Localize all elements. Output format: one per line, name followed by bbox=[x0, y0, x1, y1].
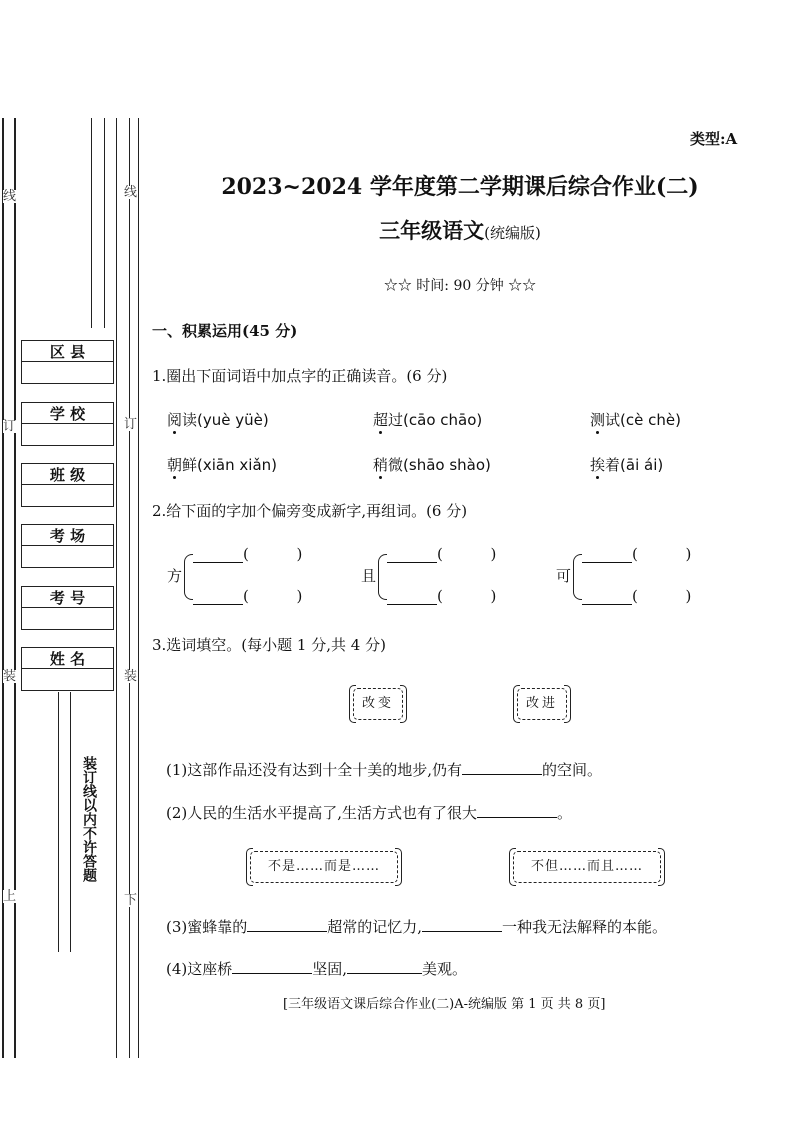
answer-blank[interactable] bbox=[193, 546, 243, 563]
sentence-text: (1)这部作品还没有达到十全十美的地步,仍有 bbox=[166, 761, 463, 779]
answer-blank[interactable] bbox=[347, 959, 422, 974]
answer-blank[interactable] bbox=[387, 588, 437, 605]
answer-blank[interactable] bbox=[582, 546, 632, 563]
time-note: ☆☆ 时间: 90 分钟 ☆☆ bbox=[383, 278, 537, 294]
sentence-text: (4)这座桥 bbox=[166, 960, 233, 978]
field-label: 学 校 bbox=[22, 403, 113, 424]
binding-char: 装 bbox=[124, 669, 138, 684]
sentence-text: (2)人民的生活水平提高了,生活方式也有了很大 bbox=[166, 804, 478, 822]
root-char: 且 bbox=[361, 567, 377, 585]
answer-row[interactable] bbox=[193, 545, 302, 563]
answer-blank[interactable] bbox=[462, 760, 542, 775]
q3-prompt: 3.选词填空。(每小题 1 分,共 4 分) bbox=[152, 636, 386, 654]
word-rest: 微 bbox=[388, 456, 404, 474]
word-choice-box: 改变 bbox=[353, 688, 403, 720]
word-choice-box: 不是……而是…… bbox=[250, 851, 398, 883]
answer-row[interactable] bbox=[582, 587, 691, 605]
pinyin-item bbox=[590, 454, 663, 475]
type-label: 类型:A bbox=[690, 130, 738, 148]
subtitle-main: 三年级语文 bbox=[379, 218, 485, 243]
binding-char: 线 bbox=[3, 189, 17, 204]
word-rest: 试 bbox=[605, 411, 621, 429]
field-name[interactable] bbox=[21, 647, 114, 691]
pinyin-item bbox=[167, 454, 277, 475]
sentence-text: 美观。 bbox=[422, 960, 468, 978]
answer-paren[interactable]: ( ) bbox=[243, 545, 303, 563]
dotted-char: 超 bbox=[373, 411, 389, 429]
field-exam-room[interactable] bbox=[21, 524, 114, 568]
answer-paren[interactable]: ( ) bbox=[632, 587, 692, 605]
field-district[interactable] bbox=[21, 340, 114, 384]
answer-paren[interactable]: ( ) bbox=[437, 545, 497, 563]
answer-blank[interactable] bbox=[387, 546, 437, 563]
field-school[interactable] bbox=[21, 402, 114, 446]
dotted-char: 朝 bbox=[167, 456, 183, 474]
dotted-char: 测 bbox=[590, 411, 606, 429]
binding-line bbox=[138, 118, 139, 1058]
q1-prompt: 1.圈出下面词语中加点字的正确读音。(6 分) bbox=[152, 367, 448, 385]
binding-char: 装 bbox=[3, 669, 17, 684]
binding-char: 下 bbox=[124, 893, 138, 908]
binding-line bbox=[104, 118, 105, 328]
fill-sentence-4 bbox=[166, 958, 467, 979]
field-label: 姓 名 bbox=[22, 648, 113, 669]
answer-paren[interactable]: ( ) bbox=[243, 587, 303, 605]
fill-sentence-3 bbox=[166, 916, 667, 937]
pinyin-item bbox=[590, 409, 681, 430]
page-subtitle bbox=[150, 215, 770, 245]
answer-paren[interactable]: ( ) bbox=[437, 587, 497, 605]
brace-icon bbox=[378, 554, 387, 600]
binding-char: 上 bbox=[3, 889, 17, 904]
sentence-text: 一种我无法解释的本能。 bbox=[502, 918, 668, 936]
binding-note: 装订线以内不许答题 bbox=[81, 756, 97, 882]
binding-char: 线 bbox=[124, 185, 138, 200]
field-label: 区 县 bbox=[22, 341, 113, 362]
sentence-text: 坚固, bbox=[312, 960, 348, 978]
binding-line bbox=[70, 692, 71, 952]
pinyin-options[interactable]: (cè chè) bbox=[620, 411, 681, 429]
root-char: 方 bbox=[167, 567, 183, 585]
brace-icon bbox=[184, 554, 193, 600]
pinyin-options[interactable]: (xiān xiǎn) bbox=[197, 456, 277, 474]
pinyin-item bbox=[373, 409, 482, 430]
binding-line bbox=[129, 118, 130, 1058]
binding-line bbox=[2, 118, 4, 1058]
pinyin-options[interactable]: (shāo shào) bbox=[403, 456, 491, 474]
subtitle-edition: (统编版) bbox=[484, 224, 541, 242]
sentence-text: (3)蜜蜂靠的 bbox=[166, 918, 248, 936]
answer-blank[interactable] bbox=[422, 917, 502, 932]
answer-row[interactable] bbox=[582, 545, 691, 563]
fill-sentence-1 bbox=[166, 759, 602, 780]
pinyin-item bbox=[167, 409, 269, 430]
sentence-text: 。 bbox=[557, 804, 573, 822]
q2-prompt: 2.给下面的字加个偏旁变成新字,再组词。(6 分) bbox=[152, 502, 468, 520]
field-label: 考 号 bbox=[22, 587, 113, 608]
page-title: 2023~2024 学年度第二学期课后综合作业(二) bbox=[221, 174, 699, 200]
answer-row[interactable] bbox=[387, 587, 496, 605]
field-class[interactable] bbox=[21, 463, 114, 507]
field-exam-number[interactable] bbox=[21, 586, 114, 630]
answer-blank[interactable] bbox=[477, 803, 557, 818]
binding-char: 订 bbox=[124, 417, 138, 432]
word-rest: 鲜 bbox=[182, 456, 198, 474]
pinyin-item bbox=[373, 454, 491, 475]
pinyin-options[interactable]: (yuè yüè) bbox=[197, 411, 269, 429]
sentence-text: 的空间。 bbox=[542, 761, 603, 779]
word-rest: 着 bbox=[605, 456, 621, 474]
binding-line bbox=[116, 118, 117, 1058]
sentence-text: 超常的记忆力, bbox=[327, 918, 423, 936]
binding-line bbox=[14, 118, 16, 1058]
section-heading: 一、积累运用(45 分) bbox=[152, 322, 298, 340]
answer-blank[interactable] bbox=[582, 588, 632, 605]
answer-row[interactable] bbox=[193, 587, 302, 605]
field-label: 考 场 bbox=[22, 525, 113, 546]
binding-line bbox=[58, 692, 59, 952]
binding-char: 订 bbox=[3, 419, 17, 434]
fill-sentence-2 bbox=[166, 802, 572, 823]
page-footer: [三年级语文课后综合作业(二)A-统编版 第 1 页 共 8 页] bbox=[283, 997, 606, 1012]
root-char: 可 bbox=[556, 567, 572, 585]
word-choice-box: 改进 bbox=[517, 688, 567, 720]
word-rest: 读 bbox=[182, 411, 198, 429]
answer-row[interactable] bbox=[387, 545, 496, 563]
answer-blank[interactable] bbox=[247, 917, 327, 932]
binding-line bbox=[91, 118, 92, 328]
pinyin-options[interactable]: (cāo chāo) bbox=[403, 411, 483, 429]
word-choice-box: 不但……而且…… bbox=[513, 851, 661, 883]
dotted-char: 挨 bbox=[590, 456, 606, 474]
answer-blank[interactable] bbox=[193, 588, 243, 605]
dotted-char: 稍 bbox=[373, 456, 389, 474]
field-label: 班 级 bbox=[22, 464, 113, 485]
word-rest: 过 bbox=[388, 411, 404, 429]
answer-blank[interactable] bbox=[232, 959, 312, 974]
answer-paren[interactable]: ( ) bbox=[632, 545, 692, 563]
brace-icon bbox=[573, 554, 582, 600]
pinyin-options[interactable]: (āi ái) bbox=[620, 456, 664, 474]
dotted-char: 阅 bbox=[167, 411, 183, 429]
